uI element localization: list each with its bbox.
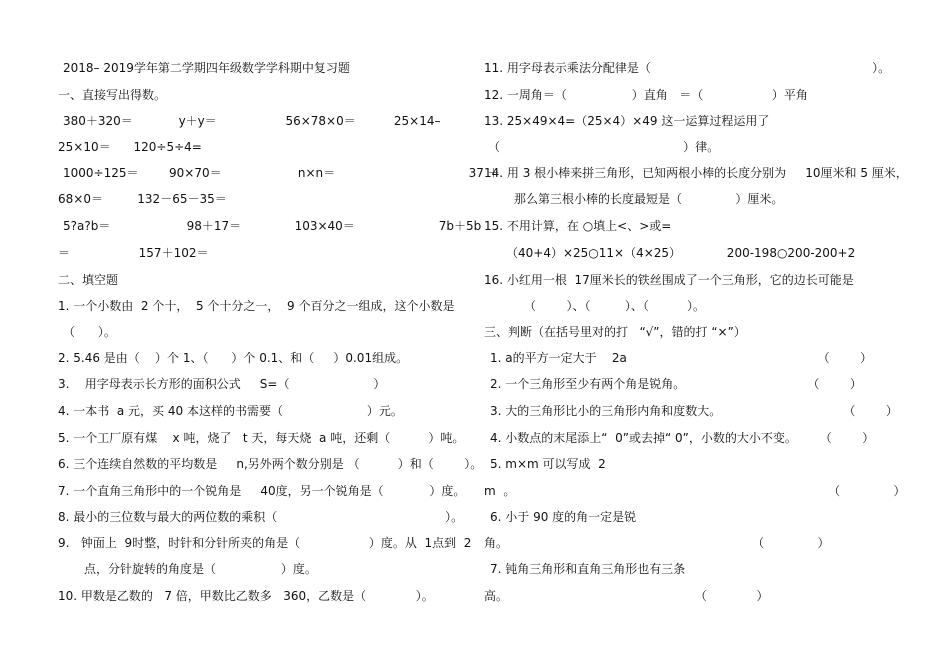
oral-calc-row-6: ＝ 157＋102＝ bbox=[58, 246, 209, 260]
judge-3: 3. 大的三角形比小的三角形内角和度数大。 （ ） bbox=[490, 404, 898, 418]
question-9-continued: 点，分针旋转的角度是（ ）度。 bbox=[84, 562, 317, 576]
page-title: 2018– 2019学年第二学期四年级数学学科期中复习题 bbox=[63, 61, 350, 75]
oral-calc-row-5: 5?a?b＝ 98＋17＝ 103×40＝ 7b＋5b bbox=[63, 219, 482, 233]
oral-calc-row-1: 380＋320＝ y＋y＝ 56×78×0＝ 25×14– bbox=[63, 114, 441, 128]
judge-2: 2. 一个三角形至少有两个角是锐角。 （ ） bbox=[490, 377, 862, 391]
question-15-comparisons: （40+4）×25○11×（4×25） 200-198○200-200+2 bbox=[506, 246, 856, 260]
judge-5-continued: m 。 （ ） bbox=[484, 484, 906, 498]
judge-7: 7. 钝角三角形和直角三角形也有三条 bbox=[490, 562, 686, 576]
question-4: 4. 一本书 a 元，买 40 本这样的书需要（ ）元。 bbox=[58, 404, 403, 418]
judge-6: 6. 小于 90 度的角一定是锐 bbox=[490, 510, 637, 524]
question-16: 16. 小红用一根 17厘米长的铁丝围成了一个三角形，它的边长可能是 bbox=[484, 273, 854, 287]
question-12: 12. 一周角＝（ ）直角 ＝（ ）平角 bbox=[484, 88, 808, 102]
judge-4: 4. 小数点的末尾添上“ 0”或去掉“ 0”，小数的大小不变。 （ ） bbox=[490, 431, 875, 445]
question-5: 5. 一个工厂原有煤 x 吨，烧了 t 天，每天烧 a 吨，还剩（ ）吨。 bbox=[58, 431, 465, 445]
question-11: 11. 用字母表示乘法分配律是（ ）。 bbox=[484, 61, 891, 75]
question-14: 14. 用 3 根小棒来拼三角形，已知两根小棒的长度分别为 10厘米和 5 厘米， bbox=[484, 166, 908, 180]
question-8: 8. 最小的三位数与最大的两位数的乘积（ ）。 bbox=[58, 510, 464, 524]
oral-calc-row-4: 68×0＝ 132－65－35＝ bbox=[58, 192, 227, 206]
judge-7-continued: 高。 （ ） bbox=[484, 589, 769, 603]
oral-calc-row-2: 25×10＝ 120÷5÷4= bbox=[58, 140, 202, 154]
judge-5: 5. m×m 可以写成 2 bbox=[490, 457, 606, 471]
question-1-blank: （ ）。 bbox=[63, 325, 116, 339]
question-14-continued: 那么第三根小棒的长度最短是（ ）厘米。 bbox=[514, 192, 784, 206]
question-2: 2. 5.46 是由（ ）个 1、（ ）个 0.1、和（ ）0.01组成。 bbox=[58, 351, 409, 365]
judge-6-continued: 角。 （ ） bbox=[484, 536, 830, 550]
question-3: 3. 用字母表示长方形的面积公式 S=（ ） bbox=[58, 377, 386, 391]
oral-calc-row-3: 1000÷125＝ 90×70＝ n×n＝ 37 ＋ bbox=[63, 166, 500, 180]
question-13-blank: （ ）律。 bbox=[488, 140, 720, 154]
question-15: 15. 不用计算，在 ○填上<、>或= bbox=[484, 219, 672, 233]
question-16-blanks: （ ）、（ ）、（ ）。 bbox=[524, 299, 705, 313]
question-13: 13. 25×49×4=（25×4）×49 这一运算过程运用了 bbox=[484, 114, 770, 128]
question-1: 1. 一个小数由 2 个十， 5 个十分之一， 9 个百分之一组成，这个小数是 bbox=[58, 299, 455, 313]
judge-1: 1. a的平方一定大于 2a （ ） bbox=[490, 351, 873, 365]
section-2-heading: 二、填空题 bbox=[58, 273, 119, 287]
question-7: 7. 一个直角三角形中的一个锐角是 40度，另一个锐角是（ ）度。 bbox=[58, 484, 466, 498]
section-1-heading: 一、直接写出得数。 bbox=[58, 88, 167, 102]
question-6: 6. 三个连续自然数的平均数是 n,另外两个数分别是 （ ）和（ ）。 bbox=[58, 457, 483, 471]
question-9: 9. 钟面上 9时整，时针和分针所夹的角是（ ）度。从 1点到 2 bbox=[58, 536, 472, 550]
question-10: 10. 甲数是乙数的 7 倍，甲数比乙数多 360，乙数是（ ）。 bbox=[58, 589, 434, 603]
section-3-heading: 三、判断（在括号里对的打 “√”，错的打 “×”） bbox=[484, 325, 746, 339]
